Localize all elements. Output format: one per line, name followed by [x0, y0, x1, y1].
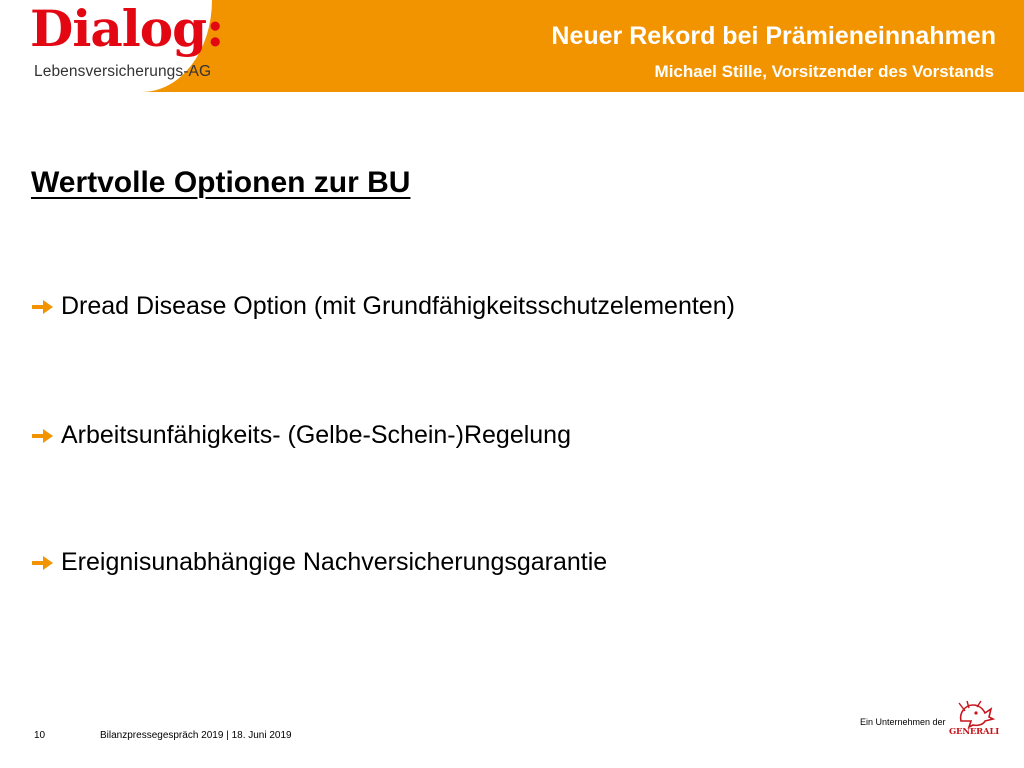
generali-logo: GENERALI [949, 727, 999, 737]
arrow-right-icon [30, 554, 55, 572]
page-number: 10 [34, 730, 46, 741]
slide-heading: Wertvolle Optionen zur BU [31, 166, 411, 199]
logo-panel [0, 0, 224, 92]
company-note: Ein Unternehmen der [860, 717, 946, 727]
arrow-right-icon [30, 427, 55, 445]
logo-subline: Lebensversicherungs-AG [34, 63, 212, 80]
bullet-text: Dread Disease Option (mit Grundfähigkeitsschutzelementen) [61, 292, 735, 320]
dialog-logo: Dialog: [30, 0, 224, 58]
bullet-text: Arbeitsunfähigkeits- (Gelbe-Schein-)Regelung [61, 421, 571, 449]
arrow-right-icon [30, 298, 55, 316]
bullet-item [30, 421, 571, 450]
bullet-item [30, 292, 735, 321]
bullet-text: Ereignisunabhängige Nachversicherungsgarantie [61, 548, 608, 576]
footer-event: Bilanzpressegespräch 2019 | 18. Juni 2019 [100, 730, 292, 741]
bullet-item [30, 548, 607, 577]
presentation-title: Neuer Rekord bei Prämieneinnahmen [551, 22, 996, 50]
presenter-line: Michael Stille, Vorsitzender des Vorstands [654, 62, 994, 81]
